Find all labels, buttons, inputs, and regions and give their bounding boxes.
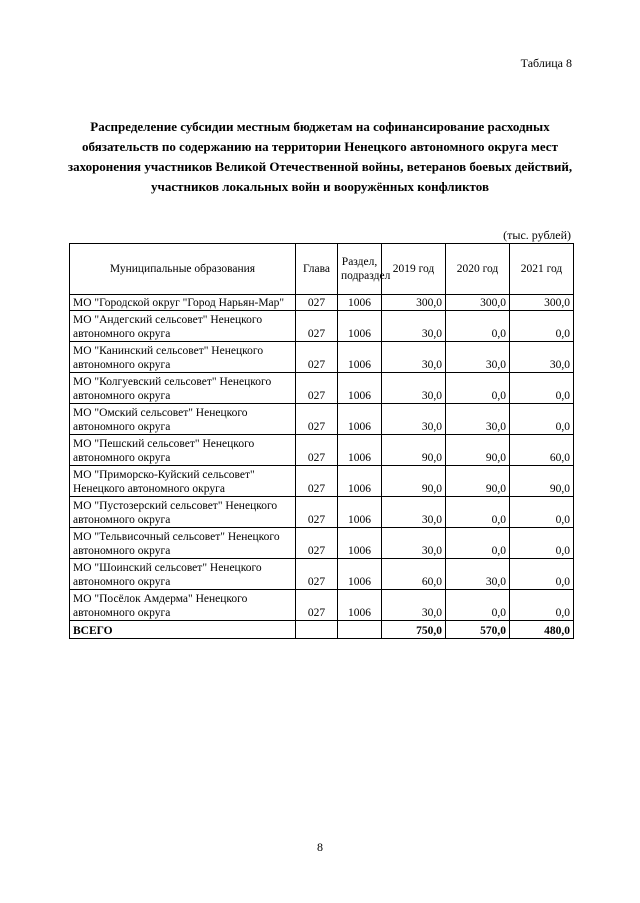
glava-code: 027	[296, 373, 338, 404]
value-2021: 0,0	[510, 528, 574, 559]
glava-code: 027	[296, 404, 338, 435]
municipality-name: МО "Андегский сельсовет" Ненецкого автономного округа	[70, 311, 296, 342]
value-2021: 0,0	[510, 373, 574, 404]
glava-code: 027	[296, 342, 338, 373]
razdel-code: 1006	[338, 342, 382, 373]
value-2020: 0,0	[446, 497, 510, 528]
value-2020: 30,0	[446, 342, 510, 373]
value-2020: 0,0	[446, 590, 510, 621]
municipality-name: МО "Тельвисочный сельсовет" Ненецкого автономного округа	[70, 528, 296, 559]
total-razdel-empty	[338, 621, 382, 639]
table-row	[70, 404, 574, 435]
table-header-row	[70, 244, 574, 295]
table-row	[70, 311, 574, 342]
value-2021: 90,0	[510, 466, 574, 497]
value-2021: 0,0	[510, 404, 574, 435]
column-header-razdel: Раздел, подраздел	[338, 244, 382, 295]
glava-code: 027	[296, 311, 338, 342]
razdel-code: 1006	[338, 311, 382, 342]
glava-code: 027	[296, 590, 338, 621]
razdel-code: 1006	[338, 497, 382, 528]
value-2019: 30,0	[382, 373, 446, 404]
table-row	[70, 497, 574, 528]
glava-code: 027	[296, 497, 338, 528]
column-header-glava: Глава	[296, 244, 338, 295]
municipality-name: МО "Приморско-Куйский сельсовет" Ненецкого автономного округа	[70, 466, 296, 497]
table-row	[70, 435, 574, 466]
municipality-name: МО "Городской округ "Город Нарьян-Мар"	[70, 295, 296, 311]
page-number: 8	[317, 840, 323, 854]
razdel-code: 1006	[338, 466, 382, 497]
glava-code: 027	[296, 435, 338, 466]
table-row	[70, 466, 574, 497]
column-header-2021: 2021 год	[510, 244, 574, 295]
razdel-code: 1006	[338, 559, 382, 590]
document-title: Распределение субсидии местным бюджетам на софинансирование расходных обязательств по содержанию на территории Ненецкого автономного округа мест захоронения участников Великой Отечественной войны, ветеранов боевых действий, участников локальных войн и вооружённых конфликтов	[67, 119, 573, 194]
municipality-name: МО "Канинский сельсовет" Ненецкого автономного округа	[70, 342, 296, 373]
total-label: ВСЕГО	[70, 621, 296, 639]
value-2019: 30,0	[382, 528, 446, 559]
value-2019: 90,0	[382, 466, 446, 497]
municipality-name: МО "Омский сельсовет" Ненецкого автономного округа	[70, 404, 296, 435]
column-header-2019: 2019 год	[382, 244, 446, 295]
razdel-code: 1006	[338, 295, 382, 311]
glava-code: 027	[296, 295, 338, 311]
subsidy-table	[69, 243, 574, 639]
column-header-municipality: Муниципальные образования	[70, 244, 296, 295]
value-2019: 30,0	[382, 311, 446, 342]
value-2020: 30,0	[446, 559, 510, 590]
total-glava-empty	[296, 621, 338, 639]
value-2020: 30,0	[446, 404, 510, 435]
value-2021: 0,0	[510, 590, 574, 621]
value-2019: 30,0	[382, 497, 446, 528]
table-row	[70, 559, 574, 590]
municipality-name: МО "Шоинский сельсовет" Ненецкого автономного округа	[70, 559, 296, 590]
total-row	[70, 621, 574, 639]
table-row	[70, 373, 574, 404]
table-row	[70, 342, 574, 373]
value-2020: 0,0	[446, 528, 510, 559]
razdel-code: 1006	[338, 590, 382, 621]
razdel-code: 1006	[338, 528, 382, 559]
value-2019: 300,0	[382, 295, 446, 311]
value-2019: 30,0	[382, 590, 446, 621]
value-2019: 90,0	[382, 435, 446, 466]
value-2019: 30,0	[382, 342, 446, 373]
table-label: Таблица 8	[520, 56, 572, 70]
municipality-name: МО "Пешский сельсовет" Ненецкого автономного округа	[70, 435, 296, 466]
municipality-name: МО "Колгуевский сельсовет" Ненецкого автономного округа	[70, 373, 296, 404]
value-2021: 0,0	[510, 559, 574, 590]
value-2019: 30,0	[382, 404, 446, 435]
table-row	[70, 590, 574, 621]
razdel-code: 1006	[338, 404, 382, 435]
razdel-code: 1006	[338, 373, 382, 404]
value-2021: 0,0	[510, 497, 574, 528]
value-2020: 90,0	[446, 435, 510, 466]
total-2019: 750,0	[382, 621, 446, 639]
value-2019: 60,0	[382, 559, 446, 590]
value-2020: 300,0	[446, 295, 510, 311]
total-2021: 480,0	[510, 621, 574, 639]
razdel-code: 1006	[338, 435, 382, 466]
value-2021: 0,0	[510, 311, 574, 342]
value-2021: 30,0	[510, 342, 574, 373]
glava-code: 027	[296, 559, 338, 590]
total-2020: 570,0	[446, 621, 510, 639]
municipality-name: МО "Пустозерский сельсовет" Ненецкого автономного округа	[70, 497, 296, 528]
table-row	[70, 295, 574, 311]
units-label: (тыс. рублей)	[503, 228, 571, 242]
value-2020: 0,0	[446, 373, 510, 404]
value-2020: 0,0	[446, 311, 510, 342]
value-2021: 60,0	[510, 435, 574, 466]
value-2020: 90,0	[446, 466, 510, 497]
column-header-2020: 2020 год	[446, 244, 510, 295]
glava-code: 027	[296, 466, 338, 497]
glava-code: 027	[296, 528, 338, 559]
municipality-name: МО "Посёлок Амдерма" Ненецкого автономного округа	[70, 590, 296, 621]
value-2021: 300,0	[510, 295, 574, 311]
table-row	[70, 528, 574, 559]
